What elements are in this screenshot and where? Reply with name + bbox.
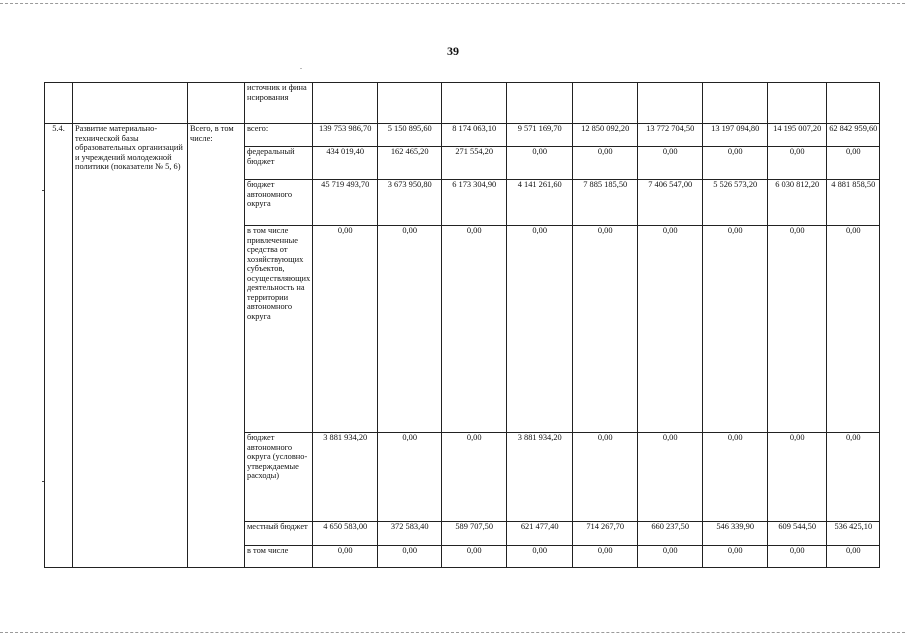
value-cell xyxy=(378,83,442,124)
value-cell: 12 850 092,20 xyxy=(573,124,638,147)
value-cell: 0,00 xyxy=(442,226,507,433)
cell-total xyxy=(188,83,245,124)
value-cell: 0,00 xyxy=(638,226,703,433)
value-cell: 0,00 xyxy=(768,147,827,180)
value-cell: 13 772 704,50 xyxy=(638,124,703,147)
value-cell: 0,00 xyxy=(573,147,638,180)
value-cell: 45 719 493,70 xyxy=(313,180,378,226)
value-cell: 589 707,50 xyxy=(442,522,507,546)
value-cell: 0,00 xyxy=(378,546,442,568)
value-cell: 372 583,40 xyxy=(378,522,442,546)
value-cell: 0,00 xyxy=(638,433,703,522)
source-cell: в том числе привлеченные средства от хозяйствующих субъектов, осуществляющих деятельность на территории автономного округа xyxy=(245,226,313,433)
value-cell: 0,00 xyxy=(703,546,768,568)
value-cell: 0,00 xyxy=(442,433,507,522)
value-cell: 6 173 304,90 xyxy=(442,180,507,226)
value-cell: 0,00 xyxy=(827,147,880,180)
value-cell: 0,00 xyxy=(827,433,880,522)
value-cell: 0,00 xyxy=(768,226,827,433)
page-number: 39 xyxy=(447,44,459,58)
value-cell: 6 030 812,20 xyxy=(768,180,827,226)
value-cell: 3 881 934,20 xyxy=(507,433,573,522)
value-cell: 0,00 xyxy=(638,546,703,568)
row-name: Развитие материально-технической базы образовательных организаций и учреждений молодежной политики (показатели № 5, 6) xyxy=(73,124,188,568)
value-cell: 139 753 986,70 xyxy=(313,124,378,147)
value-cell: 7 406 547,00 xyxy=(638,180,703,226)
value-cell: 0,00 xyxy=(827,226,880,433)
value-cell: 621 477,40 xyxy=(507,522,573,546)
value-cell: 8 174 063,10 xyxy=(442,124,507,147)
value-cell: 4 881 858,50 xyxy=(827,180,880,226)
value-cell: 0,00 xyxy=(507,147,573,180)
table-row xyxy=(45,83,880,124)
value-cell: 536 425,10 xyxy=(827,522,880,546)
value-cell: 0,00 xyxy=(703,433,768,522)
value-cell xyxy=(768,83,827,124)
value-cell: 0,00 xyxy=(768,546,827,568)
value-cell xyxy=(313,83,378,124)
value-cell: 714 267,70 xyxy=(573,522,638,546)
table-row xyxy=(45,124,880,147)
value-cell xyxy=(703,83,768,124)
value-cell: 0,00 xyxy=(507,226,573,433)
value-cell: 0,00 xyxy=(507,546,573,568)
cell-name xyxy=(73,83,188,124)
source-label: источник и финансирования xyxy=(247,83,307,102)
value-cell: 271 554,20 xyxy=(442,147,507,180)
value-cell: 0,00 xyxy=(573,226,638,433)
scan-speck xyxy=(300,68,302,69)
source-cell: федеральный бюджет xyxy=(245,147,313,180)
value-cell: 4 141 261,60 xyxy=(507,180,573,226)
value-cell: 0,00 xyxy=(827,546,880,568)
scan-edge-top xyxy=(0,3,905,4)
row-total-label: Всего, в том числе: xyxy=(188,124,245,568)
value-cell: 5 526 573,20 xyxy=(703,180,768,226)
value-cell: 0,00 xyxy=(378,226,442,433)
value-cell xyxy=(638,83,703,124)
value-cell: 14 195 007,20 xyxy=(768,124,827,147)
value-cell: 434 019,40 xyxy=(313,147,378,180)
value-cell: 13 197 094,80 xyxy=(703,124,768,147)
value-cell: 3 881 934,20 xyxy=(313,433,378,522)
source-cell: бюджет автономного округа (условно-утверждаемые расходы) xyxy=(245,433,313,522)
value-cell xyxy=(507,83,573,124)
source-cell xyxy=(245,83,313,124)
value-cell xyxy=(442,83,507,124)
cell-number xyxy=(45,83,73,124)
value-cell: 162 465,20 xyxy=(378,147,442,180)
value-cell: 5 150 895,60 xyxy=(378,124,442,147)
value-cell xyxy=(827,83,880,124)
budget-table xyxy=(44,82,880,568)
row-number: 5.4. xyxy=(45,124,73,568)
source-cell: местный бюджет xyxy=(245,522,313,546)
value-cell: 3 673 950,80 xyxy=(378,180,442,226)
value-cell xyxy=(573,83,638,124)
value-cell: 62 842 959,60 xyxy=(827,124,880,147)
value-cell: 0,00 xyxy=(442,546,507,568)
source-cell: в том числе xyxy=(245,546,313,568)
value-cell: 0,00 xyxy=(703,147,768,180)
source-cell: всего: xyxy=(245,124,313,147)
value-cell: 0,00 xyxy=(573,546,638,568)
value-cell: 0,00 xyxy=(768,433,827,522)
value-cell: 4 650 583,00 xyxy=(313,522,378,546)
value-cell: 609 544,50 xyxy=(768,522,827,546)
source-cell: бюджет автономного округа xyxy=(245,180,313,226)
scan-edge-bottom xyxy=(0,632,905,633)
value-cell: 0,00 xyxy=(573,433,638,522)
value-cell: 7 885 185,50 xyxy=(573,180,638,226)
value-cell: 546 339,90 xyxy=(703,522,768,546)
value-cell: 660 237,50 xyxy=(638,522,703,546)
value-cell: 0,00 xyxy=(313,226,378,433)
value-cell: 0,00 xyxy=(378,433,442,522)
value-cell: 0,00 xyxy=(638,147,703,180)
value-cell: 0,00 xyxy=(313,546,378,568)
value-cell: 0,00 xyxy=(703,226,768,433)
value-cell: 9 571 169,70 xyxy=(507,124,573,147)
